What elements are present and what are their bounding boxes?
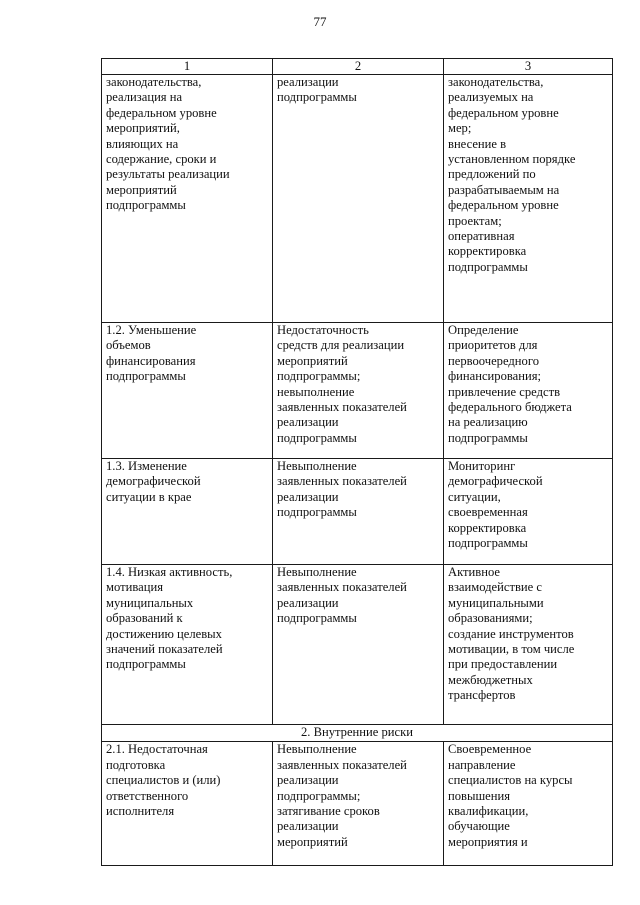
table-row (102, 742, 613, 866)
consequence-cell: Невыполнение заявленных показателей реализации подпрограммы (273, 459, 444, 565)
table-row (102, 323, 613, 459)
table-row (102, 459, 613, 565)
risk-cell: 1.3. Изменение демографической ситуации в крае (102, 459, 273, 565)
consequence-cell: реализации подпрограммы (273, 75, 444, 323)
risk-cell: 1.2. Уменьшение объемов финансирования подпрограммы (102, 323, 273, 459)
measures-cell: Активное взаимодействие с муниципальными образованиями; создание инструментов мотивации, в том числе при предоставлении межбюджетных трансфертов (444, 565, 613, 725)
risk-table (101, 58, 613, 866)
risk-cell: 1.4. Низкая активность, мотивация муниципальных образований к достижению целевых значений показателей подпрограммы (102, 565, 273, 725)
measures-cell: Определение приоритетов для первоочередного финансирования; привлечение средств федерального бюджета на реализацию подпрограммы (444, 323, 613, 459)
column-number-1: 1 (102, 59, 273, 75)
consequence-cell: Недостаточность средств для реализации мероприятий подпрограммы; невыполнение заявленных показателей реализации подпрограммы (273, 323, 444, 459)
column-number-3: 3 (444, 59, 613, 75)
measures-cell: Мониторинг демографической ситуации, своевременная корректировка подпрограммы (444, 459, 613, 565)
consequence-cell: Невыполнение заявленных показателей реализации подпрограммы; затягивание сроков реализации мероприятий (273, 742, 444, 866)
risk-cell: законодательства, реализация на федеральном уровне мероприятий, влияющих на содержание, сроки и результаты реализации мероприятий подпрограммы (102, 75, 273, 323)
column-number-row (102, 59, 613, 75)
consequence-cell: Невыполнение заявленных показателей реализации подпрограммы (273, 565, 444, 725)
page-number: 77 (313, 14, 327, 29)
risk-cell: 2.1. Недостаточная подготовка специалистов и (или) ответственного исполнителя (102, 742, 273, 866)
table-row (102, 75, 613, 323)
table-row (102, 565, 613, 725)
section-internal-risks: 2. Внутренние риски (102, 725, 613, 742)
section-header-row (102, 725, 613, 742)
measures-cell: законодательства, реализуемых на федеральном уровне мер; внесение в установленном порядке предложений по разрабатываемым на федеральном уровне проектам; оперативная корректировка подпрограммы (444, 75, 613, 323)
column-number-2: 2 (273, 59, 444, 75)
measures-cell: Своевременное направление специалистов на курсы повышения квалификации, обучающие мероприятия и (444, 742, 613, 866)
